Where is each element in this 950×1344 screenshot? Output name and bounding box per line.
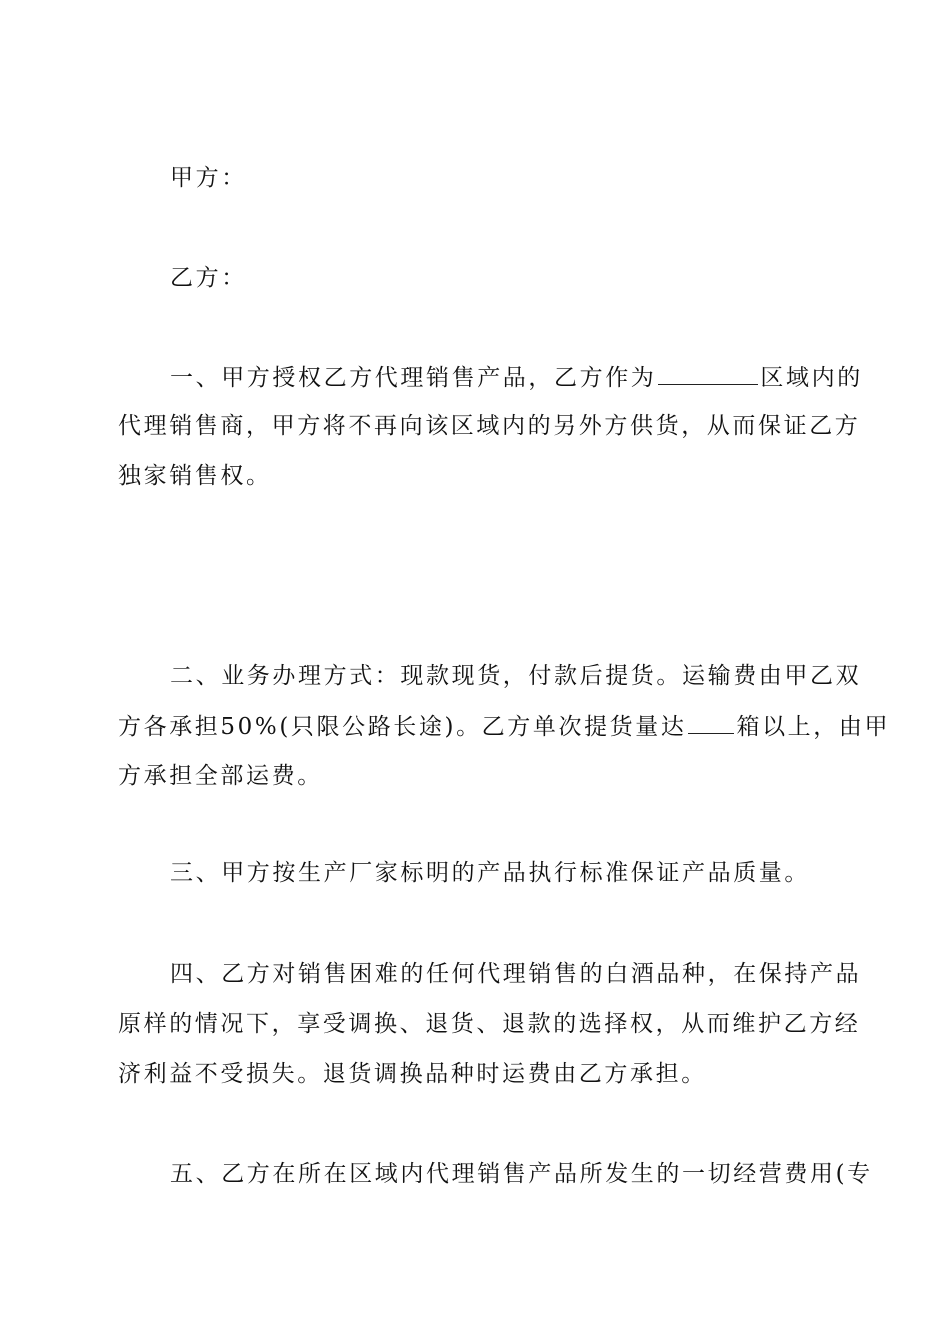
clause-4-line-2: 原样的情况下，享受调换、退货、退款的选择权，从而维护乙方经: [118, 1011, 861, 1037]
quantity-blank: [688, 711, 734, 734]
clause-4-line-1: 四、乙方对销售困难的任何代理销售的白酒品种，在保持产品: [170, 961, 862, 987]
clause-2-line-3: 方承担全部运费。: [118, 763, 323, 789]
clause-3-line-1: 三、甲方按生产厂家标明的产品执行标准保证产品质量。: [170, 860, 810, 886]
clause-1-line-3: 独家销售权。: [118, 463, 272, 489]
clause-1-line-1-text: 一、甲方授权乙方代理销售产品，乙方作为: [170, 365, 657, 391]
clause-1-line-2: 代理销售商，甲方将不再向该区域内的另外方供货，从而保证乙方: [118, 413, 861, 439]
clause-5-line-1: 五、乙方在所在区域内代理销售产品所发生的一切经营费用(专: [170, 1161, 873, 1187]
clause-1-line-1-end: 区域内的: [760, 365, 863, 391]
clause-1-line-1: [170, 362, 890, 393]
party-a-label: 甲方：: [170, 165, 247, 191]
party-b-label: 乙方：: [170, 265, 247, 291]
clause-2-line-2-text: 方各承担50%(只限公路长途)。乙方单次提货量达: [118, 714, 687, 740]
clause-2-line-2: [118, 711, 891, 742]
clause-2-line-1: 二、业务办理方式：现款现货，付款后提货。运输费由甲乙双: [170, 663, 862, 689]
clause-4-line-3: 济利益不受损失。退货调换品种时运费由乙方承担。: [118, 1061, 707, 1087]
region-blank: [658, 362, 758, 385]
clause-2-line-2-end: 箱以上，由甲: [736, 714, 891, 740]
